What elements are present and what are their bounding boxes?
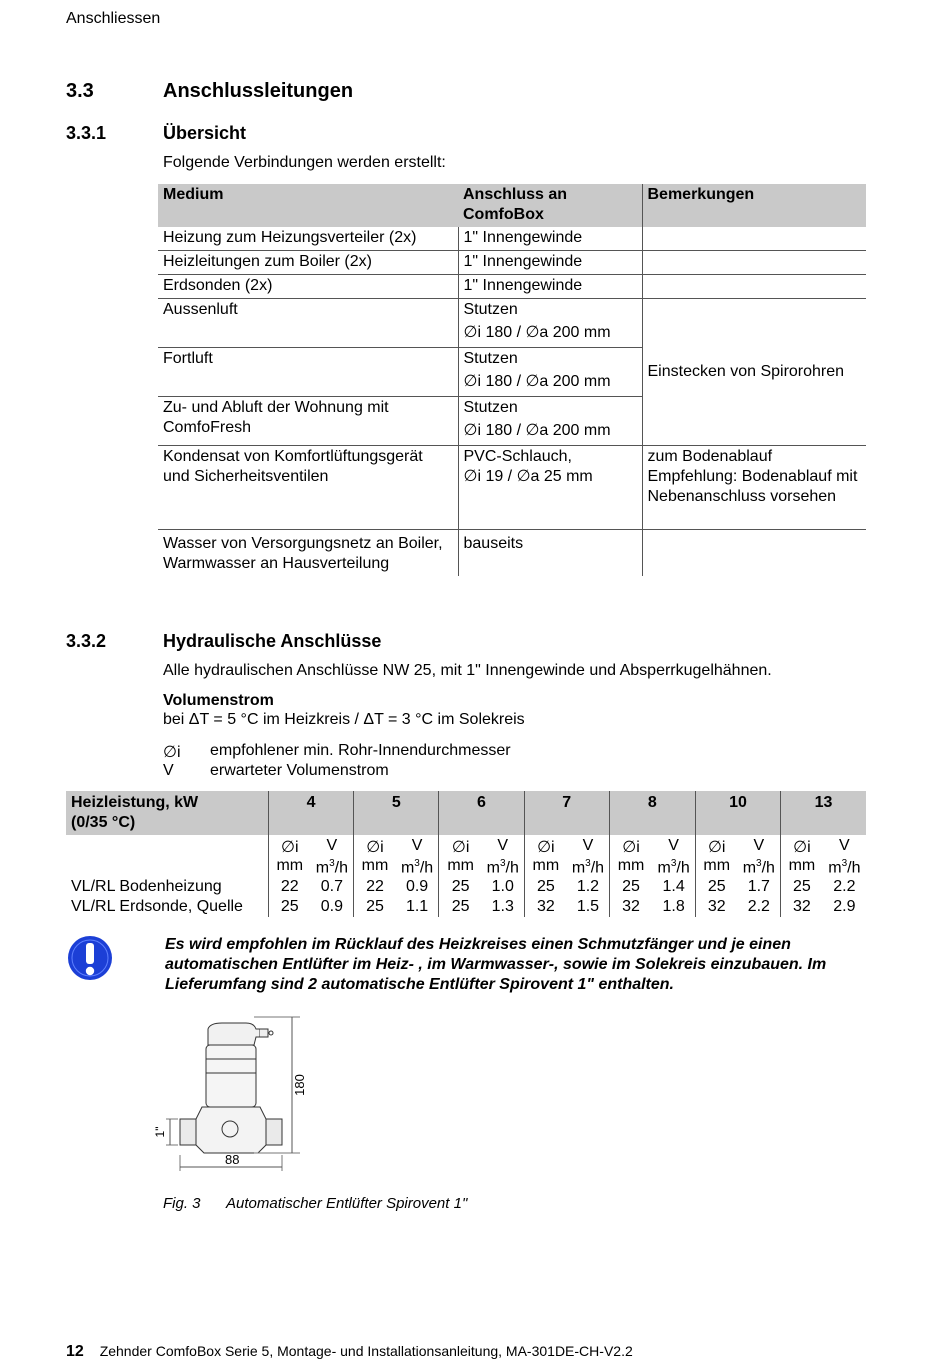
table-cell: 25 [524, 877, 567, 897]
power-header: 5 [354, 791, 439, 835]
table-cell: 32 [781, 897, 823, 917]
table-cell [458, 299, 642, 348]
volume-flow-text: bei ΔT = 5 °C im Heizkreis / ΔT = 3 °C im Solekreis [163, 711, 525, 728]
unit-cell-flow [823, 835, 866, 877]
legend-text: erwarteter Volumenstrom [210, 762, 389, 779]
table-cell [458, 397, 642, 446]
unit-m: m [742, 859, 757, 877]
exclamation-icon [67, 935, 113, 981]
table-cell: 32 [524, 897, 567, 917]
table-cell: 25 [439, 897, 482, 917]
table-cell: 1.5 [576, 898, 600, 916]
table-cell: 22 [354, 877, 396, 897]
section-title: Anschlussleitungen [163, 80, 354, 102]
legend-symbol: ∅i [163, 744, 181, 761]
unit-label [652, 855, 695, 877]
header-cell: Medium [158, 184, 458, 227]
cell-line: Stutzen [463, 301, 518, 318]
figure-caption: Automatischer Entlüfter Spirovent 1" [226, 1195, 468, 1212]
legend-text: empfohlener min. Rohr-Innendurchmesser [210, 742, 511, 759]
cell-line: ∅i 180 / ∅a 200 mm [463, 324, 611, 341]
section-number: 3.3 [66, 80, 94, 102]
figure-number: Fig. 3 [163, 1195, 201, 1212]
units-row [66, 835, 866, 877]
table-cell: 25 [781, 877, 823, 897]
unit-symbol: V [582, 837, 594, 854]
intro-text: Folgende Verbindungen werden erstellt: [163, 154, 446, 171]
table-cell: 1" Innengewinde [458, 251, 642, 275]
unit-exponent: 3 [756, 858, 762, 869]
page-footer [66, 1343, 633, 1361]
cell-line: ∅i 19 / ∅a 25 mm [463, 468, 593, 485]
unit-exponent: 3 [329, 858, 335, 869]
unit-symbol: ∅i [622, 839, 640, 857]
cell-line: Stutzen [463, 350, 518, 367]
table-cell: 2.2 [833, 878, 856, 896]
table-row [158, 227, 866, 251]
cell-line: Stutzen [463, 399, 518, 416]
cell-line: ∅i 180 / ∅a 200 mm [463, 373, 611, 390]
unit-m: m [400, 859, 415, 877]
table-cell: Heizleitungen zum Boiler (2x) [158, 251, 458, 275]
unit-symbol: ∅i [793, 839, 811, 857]
unit-label: mm [276, 857, 304, 875]
header-label: (0/35 °C) [71, 814, 136, 831]
unit-m: m [828, 859, 842, 877]
table-cell: Erdsonden (2x) [158, 275, 458, 299]
unit-h: /h [590, 859, 605, 877]
unit-symbol: V [411, 837, 423, 854]
unit-m: m [486, 859, 500, 877]
unit-exponent: 3 [499, 858, 506, 869]
table-cell: 25 [269, 897, 311, 917]
table-cell: Einstecken von Spirorohren [642, 299, 866, 446]
table-cell: 1.3 [491, 898, 514, 916]
table-cell: 25 [354, 897, 396, 917]
unit-symbol: V [497, 837, 509, 854]
table-cell: 0.9 [320, 898, 344, 916]
running-header: Anschliessen [66, 10, 161, 27]
cell-line: PVC-Schlauch, [463, 448, 572, 465]
table-cell [642, 530, 866, 577]
unit-exponent: 3 [585, 858, 591, 869]
unit-symbol: V [326, 837, 338, 854]
unit-h: /h [505, 859, 519, 877]
unit-symbol: V [839, 837, 850, 854]
notice-text: Es wird empfohlen im Rücklauf des Heizkreises einen Schmutzfänger und je einen automatischen Entlüfter im Heiz- , im Warmwasser-, sowie im Solekreis einzubauen. Im Lieferumfang sind 2 automatische Entlüfter Spirovent 1" enthalten. [165, 936, 827, 993]
power-header: 6 [439, 791, 524, 835]
table-cell: Kondensat von Komfortlüftungsgerät und Sicherheitsventilen [158, 446, 458, 530]
table-cell [458, 446, 642, 530]
table-row [158, 275, 866, 299]
unit-label: mm [703, 857, 731, 875]
header-cell: Anschluss an ComfoBox [458, 184, 642, 227]
unit-symbol: V [668, 837, 679, 854]
table-cell [642, 227, 866, 251]
unit-cell-diameter [524, 835, 567, 877]
table-cell: 22 [269, 877, 311, 897]
unit-symbol: ∅i [537, 839, 555, 857]
dimension-thread: 1" [153, 1126, 167, 1138]
table-cell: 32 [609, 897, 652, 917]
table-header-row [158, 184, 866, 227]
unit-label [567, 855, 609, 877]
unit-cell-flow [311, 835, 354, 877]
table-cell: 32 [695, 897, 737, 917]
cell-line: ∅i 180 / ∅a 200 mm [463, 422, 611, 439]
flow-table [66, 791, 866, 917]
table-cell [458, 348, 642, 397]
table-cell: 0.7 [320, 878, 344, 896]
unit-label [311, 855, 354, 877]
power-header: 7 [524, 791, 609, 835]
unit-symbol: ∅i [451, 839, 470, 857]
unit-label [396, 855, 439, 877]
table-cell: 1" Innengewinde [458, 227, 642, 251]
spirovent-figure [150, 1015, 310, 1180]
table-cell: Heizung zum Heizungsverteiler (2x) [158, 227, 458, 251]
table-cell: 1.4 [662, 878, 685, 896]
table-cell: 0.9 [405, 878, 429, 896]
table-cell: 1.7 [747, 878, 770, 896]
subsection-number: 3.3.1 [66, 123, 107, 143]
table-cell: 1.2 [576, 878, 600, 896]
row-label: VL/RL Bodenheizung [71, 878, 222, 896]
table-row [66, 877, 866, 897]
unit-exponent: 3 [414, 858, 420, 869]
unit-m: m [571, 859, 586, 877]
subsection-title: Übersicht [163, 123, 247, 143]
dimension-height: 180 [292, 1074, 307, 1096]
unit-m: m [315, 859, 330, 877]
table-cell: 2.9 [833, 898, 856, 916]
table-cell: 2.2 [747, 898, 770, 916]
unit-cell-diameter [354, 835, 396, 877]
unit-cell-flow [396, 835, 439, 877]
unit-label [738, 855, 781, 877]
table-cell: 1" Innengewinde [458, 275, 642, 299]
unit-h: /h [761, 859, 775, 877]
unit-h: /h [334, 859, 348, 877]
unit-cell-flow [482, 835, 524, 877]
unit-label: mm [788, 857, 816, 875]
unit-m: m [657, 859, 671, 877]
power-header: 10 [695, 791, 780, 835]
unit-cell-diameter [609, 835, 652, 877]
table-cell: bauseits [458, 530, 642, 577]
subsection-title: Hydraulische Anschlüsse [163, 631, 382, 651]
unit-h: /h [419, 859, 434, 877]
unit-symbol: ∅i [281, 839, 299, 857]
legend-symbol: V [163, 762, 174, 779]
table-row [66, 897, 866, 917]
unit-exponent: 3 [670, 858, 677, 869]
dimension-width: 88 [225, 1152, 240, 1167]
table-cell: 1.8 [662, 898, 685, 916]
table-row [158, 446, 866, 530]
table-cell: 25 [609, 877, 652, 897]
table-cell [642, 251, 866, 275]
unit-cell-flow [567, 835, 609, 877]
unit-symbol: ∅i [366, 839, 384, 857]
header-label: Heizleistung, kW [71, 794, 199, 811]
unit-label: mm [361, 857, 389, 875]
volume-flow-title: Volumenstrom [163, 692, 274, 709]
table-cell: 25 [439, 877, 482, 897]
unit-label: mm [532, 857, 560, 875]
unit-cell-flow [652, 835, 695, 877]
power-header: 8 [609, 791, 695, 835]
table-cell: Fortluft [158, 348, 458, 397]
unit-cell-diameter [781, 835, 823, 877]
unit-cell-diameter [695, 835, 737, 877]
unit-cell-flow [738, 835, 781, 877]
table-cell [642, 275, 866, 299]
unit-label: mm [617, 857, 645, 875]
table-cell: Zu- und Abluft der Wohnung mit ComfoFresh [158, 397, 458, 446]
table-row [158, 530, 866, 577]
table-cell [66, 835, 269, 877]
unit-label [823, 855, 866, 877]
unit-label: mm [447, 857, 474, 875]
table-cell: 25 [695, 877, 737, 897]
table-header-row [66, 791, 866, 835]
header-cell [66, 791, 269, 835]
power-header: 13 [781, 791, 866, 835]
table-cell: 1.0 [491, 878, 514, 896]
unit-cell-diameter [439, 835, 482, 877]
table-row [158, 251, 866, 275]
connections-table [158, 184, 866, 576]
unit-label [482, 855, 524, 877]
subsection-number: 3.3.2 [66, 631, 107, 651]
unit-cell-diameter [269, 835, 311, 877]
unit-symbol: ∅i [707, 839, 726, 857]
table-cell: Wasser von Versorgungsnetz an Boiler, Warmwasser an Hausverteilung [163, 535, 443, 572]
hydraulic-intro: Alle hydraulischen Anschlüsse NW 25, mit 1" Innengewinde und Absperrkugelhähnen. [163, 662, 772, 679]
unit-h: /h [847, 859, 861, 877]
table-cell: 1.1 [405, 898, 429, 916]
power-header: 4 [269, 791, 354, 835]
unit-h: /h [676, 859, 690, 877]
header-cell: Bemerkungen [642, 184, 866, 227]
page-number: 12 [66, 1343, 84, 1360]
table-cell: Aussenluft [158, 299, 458, 348]
table-row [158, 299, 866, 348]
unit-exponent: 3 [841, 858, 848, 869]
unit-symbol: V [753, 837, 765, 854]
footer-text: Zehnder ComfoBox Serie 5, Montage- und Installationsanleitung, MA-301DE-CH-V2.2 [99, 1343, 633, 1359]
table-cell: zum Bodenablauf Empfehlung: Bodenablauf mit Nebenanschluss vorsehen [642, 446, 866, 530]
row-label: VL/RL Erdsonde, Quelle [71, 898, 243, 916]
